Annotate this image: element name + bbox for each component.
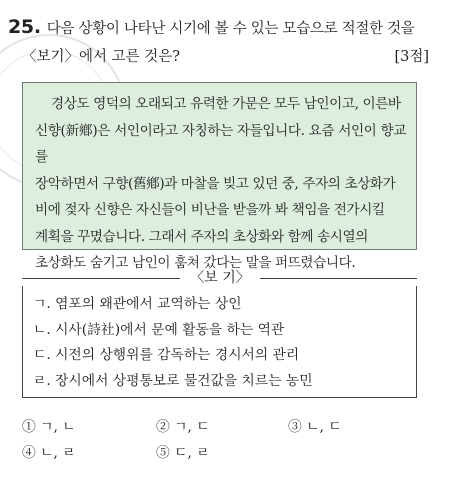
bogi-item: ㄴ. 시사(詩社)에서 문예 활동을 하는 역관	[33, 321, 285, 338]
bogi-box	[22, 286, 417, 398]
question-header	[8, 16, 431, 40]
passage-line: 장악하면서 구향(舊鄕)과 마찰을 빚고 있던 중, 주자의 초상화가	[35, 175, 396, 192]
bogi-item: ㄱ. 염포의 왜관에서 교역하는 상인	[33, 296, 242, 312]
question-prompt-line2-row	[22, 46, 429, 68]
points-label: [3점]	[394, 49, 429, 65]
bogi-item: ㄹ. 장시에서 상평통보로 물건값을 치르는 농민	[33, 372, 313, 389]
passage-line: 경상도 영덕의 오래되고 유력한 가문은 모두 남인이고, 이른바	[51, 96, 401, 112]
choice-3[interactable]: ③ ㄴ, ㄷ	[288, 419, 342, 435]
bogi-divider-left	[22, 278, 180, 279]
choice-4[interactable]: ④ ㄴ, ㄹ	[22, 445, 76, 461]
choice-1[interactable]: ① ㄱ, ㄴ	[22, 419, 76, 435]
bogi-title: 〈보 기〉	[190, 270, 250, 286]
question-prompt-line1: 다음 상황이 나타난 시기에 볼 수 있는 모습으로 적절한 것을	[46, 21, 415, 37]
passage-line: 비에 젖자 신향은 자신들이 비난을 받을까 봐 책임을 전가시킬	[35, 202, 385, 218]
passage-line: 계획을 꾸몄습니다. 그래서 주자의 초상화와 함께 송시열의	[35, 228, 369, 245]
question-number: 25.	[8, 16, 41, 38]
bogi-item: ㄷ. 시전의 상행위를 감독하는 경시서의 관리	[33, 347, 300, 363]
bogi-header	[22, 268, 417, 288]
passage-line: 신향(新鄕)은 서인이라고 자칭하는 자들입니다. 요즘 서인이 향교를	[35, 122, 406, 165]
choice-5[interactable]: ⑤ ㄷ, ㄹ	[156, 445, 210, 461]
passage-line: 초상화도 숨기고 남인이 훔쳐 갔다는 말을 퍼뜨렸습니다.	[35, 255, 356, 271]
bogi-divider-right	[260, 278, 417, 279]
source-passage	[22, 82, 417, 271]
question-prompt-line2: 〈보기〉에서 고른 것은?	[22, 49, 181, 65]
choice-2[interactable]: ② ㄱ, ㄷ	[156, 419, 210, 435]
